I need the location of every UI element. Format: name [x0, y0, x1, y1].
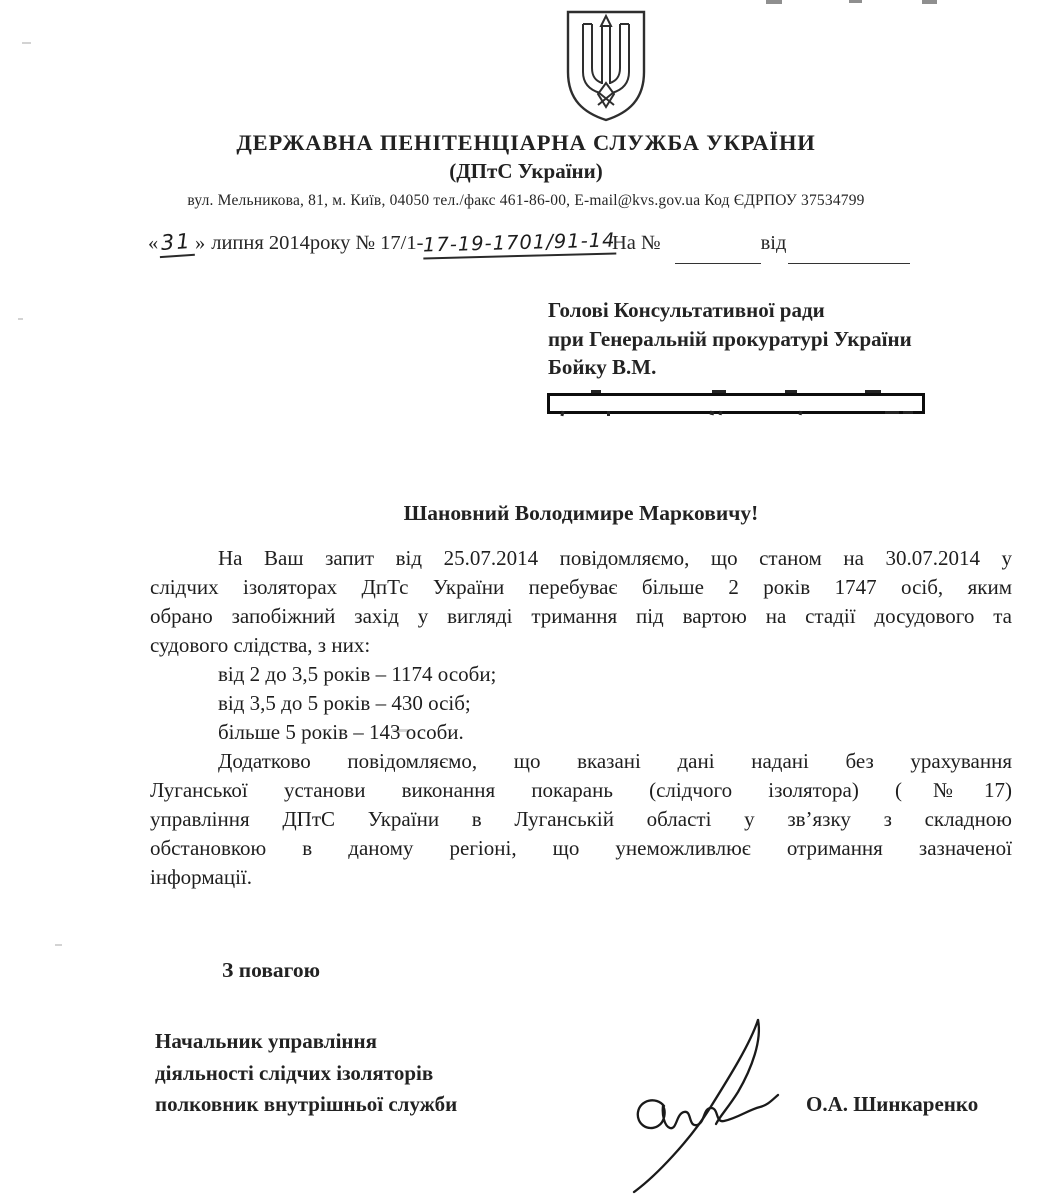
body-paragraph-2	[150, 747, 1012, 892]
text-line: управління ДПтС України в Луганській області у зв’язку з складною	[150, 807, 1012, 831]
statistics-list	[150, 660, 1012, 747]
recipient-block	[548, 296, 912, 382]
reply-number-blank	[675, 258, 761, 264]
scan-artifact	[22, 42, 31, 44]
from-date-blank	[788, 258, 910, 264]
scan-artifact	[766, 0, 782, 4]
text-line: діяльності слідчих ізоляторів	[155, 1060, 434, 1085]
text-line: На Ваш запит від 25.07.2014 повідомляємо, що станом на 30.07.2014 у	[218, 546, 1012, 570]
text-line: полковник внутрішньої служби	[155, 1092, 458, 1116]
letter-body	[150, 544, 1012, 892]
reference-printed-text: липня 2014року № 17/1-	[211, 232, 424, 254]
scan-artifact	[849, 0, 862, 3]
from-date-label: від	[760, 232, 787, 254]
handwritten-outgoing-number: 17-19-1701/91-14	[423, 228, 616, 259]
body-paragraph-1	[150, 544, 1012, 660]
redacted-text-fragment	[719, 411, 723, 416]
signer-title-block	[155, 1026, 457, 1121]
text-line: Луганської установи виконання покарань (слідчого ізолятора) (№17)	[150, 778, 1012, 802]
text-line: слідчих ізоляторах ДпТс України перебуває більше 2 років 1747 осіб, яким	[150, 575, 1012, 599]
organization-name: ДЕРЖАВНА ПЕНІТЕНЦІАРНА СЛУЖБА УКРАЇНИ	[236, 130, 816, 155]
text-line: при Генеральній прокуратурі України	[548, 326, 912, 351]
redacted-text-fragment	[799, 411, 803, 416]
text-line: обстановкою в даному регіоні, що унеможливлює отримання зазначеної	[150, 836, 1012, 860]
text-line: більше 5 років – 143 особи.	[218, 720, 464, 744]
closing-regards: З повагою	[222, 958, 321, 982]
handwritten-day: 31	[158, 229, 195, 258]
organization-address-line: вул. Мельникова, 81, м. Київ, 04050 тел./факс 461-86-00, E-mail@kvs.gov.ua Код ЄДРПОУ 37534799	[187, 192, 865, 209]
text-line: обрано запобіжний захід у вигляді тримання під вартою на стадії досудового та	[150, 604, 1012, 628]
scan-artifact	[922, 0, 937, 4]
scan-artifact	[55, 944, 62, 946]
redacted-text-fragment	[710, 411, 715, 416]
ukraine-trident-emblem	[562, 8, 650, 124]
text-line: судового слідства, з них:	[150, 633, 371, 657]
redaction-bar	[547, 388, 927, 418]
redacted-text-fragment	[903, 411, 913, 414]
salutation: Шановний Володимире Марковичу!	[403, 501, 759, 525]
signer-name: О.А. Шинкаренко	[806, 1092, 979, 1116]
signature-icon	[612, 1010, 808, 1200]
redaction-box	[547, 393, 925, 414]
text-line: інформації.	[150, 865, 252, 889]
trident-icon	[562, 8, 650, 124]
organization-short-name: (ДПтС України)	[449, 159, 603, 183]
handwritten-signature	[612, 1010, 808, 1200]
text-line: Додатково повідомляємо, що вказані дані надані без урахування	[218, 749, 1012, 773]
text-line: від 2 до 3,5 років – 1174 особи;	[218, 662, 497, 686]
text-line: Голові Консультативної ради	[548, 298, 825, 322]
reference-line	[148, 230, 960, 264]
text-line: Бойку В.М.	[548, 355, 657, 379]
redacted-text-fragment	[885, 411, 899, 414]
redacted-text-fragment	[560, 411, 564, 417]
redacted-text-fragment	[607, 411, 610, 416]
text-line: Начальник управління	[155, 1029, 377, 1053]
reply-to-label: На №	[612, 232, 661, 254]
scan-artifact	[18, 318, 23, 320]
quote-open: «	[148, 232, 159, 254]
text-line: від 3,5 до 5 років – 430 осіб;	[218, 691, 471, 715]
quote-close: »	[194, 232, 206, 254]
